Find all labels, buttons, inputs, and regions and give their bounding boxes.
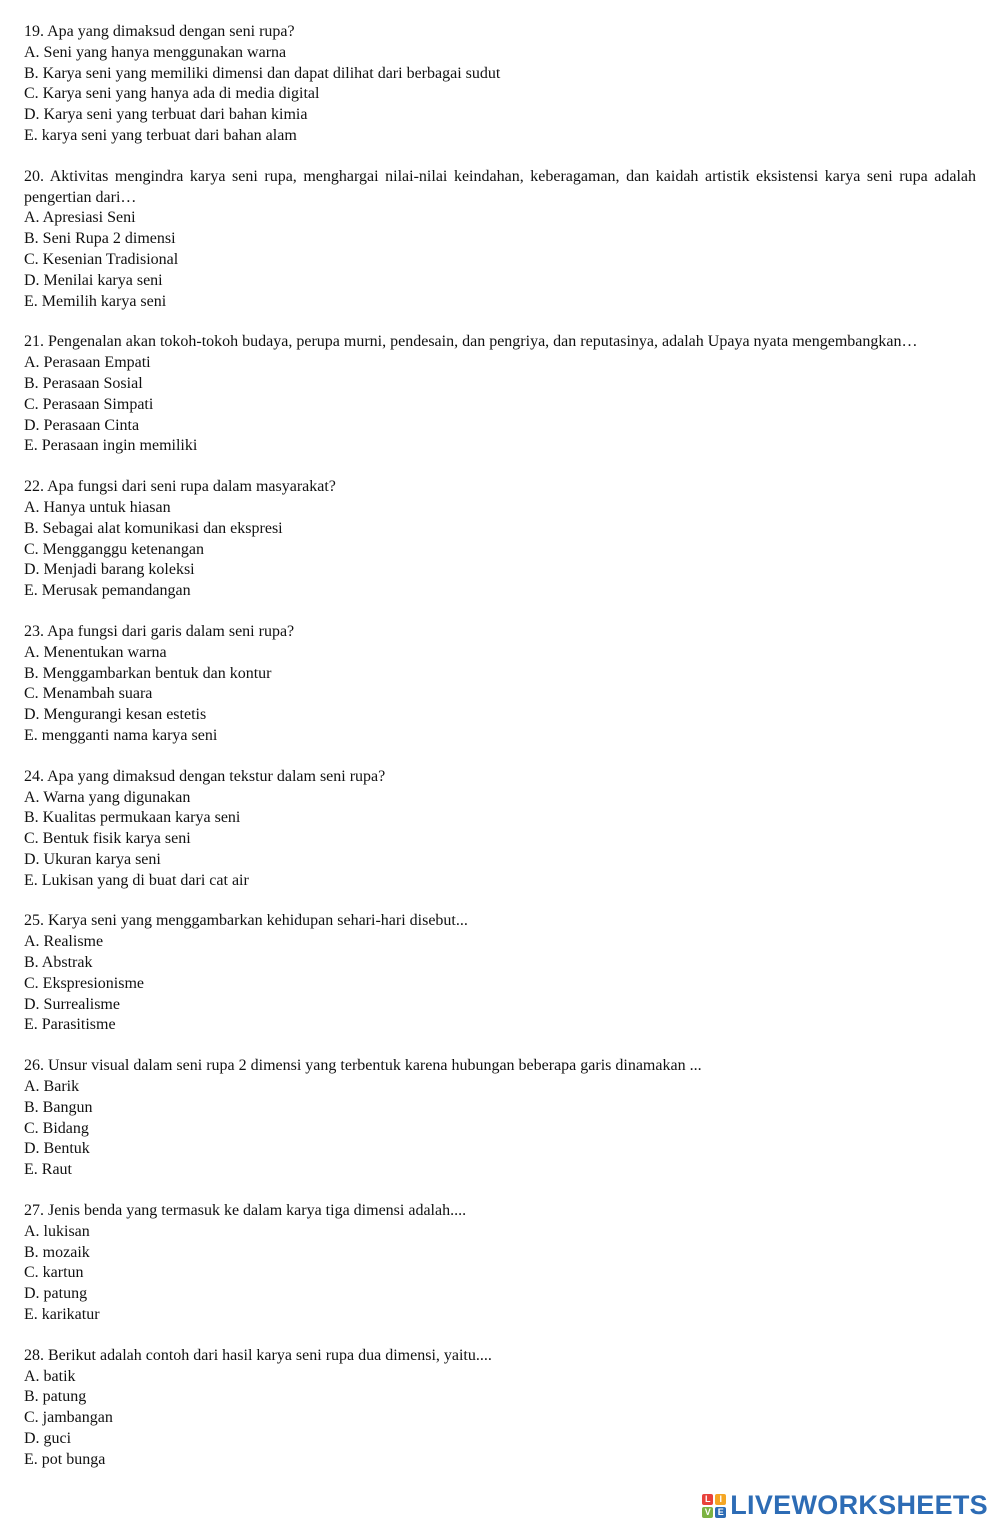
answer-option[interactable]: E. Merusak pemandangan <box>24 582 191 600</box>
answer-option[interactable]: E. Parasitisme <box>24 1016 116 1034</box>
answer-option[interactable]: A. batik <box>24 1367 76 1385</box>
answer-option[interactable]: D. Mengurangi kesan estetis <box>24 706 207 724</box>
answer-option[interactable]: D. Perasaan Cinta <box>24 416 140 434</box>
liveworksheets-logo-icon <box>702 1494 726 1518</box>
option-list <box>24 932 976 1036</box>
answer-option[interactable]: B. Karya seni yang memiliki dimensi dan dapat dilihat dari berbagai sudut <box>24 64 501 82</box>
option-list <box>24 498 976 602</box>
option-list <box>24 1077 976 1181</box>
option-list <box>24 643 976 747</box>
logo-cell: I <box>715 1494 726 1505</box>
answer-option[interactable]: E. Memilih karya seni <box>24 292 167 310</box>
answer-option[interactable]: D. Bentuk <box>24 1140 90 1158</box>
liveworksheets-watermark <box>702 1490 988 1521</box>
question-text: 26. Unsur visual dalam seni rupa 2 dimensi yang terbentuk karena hubungan beberapa garis dinamakan ... <box>24 1057 702 1075</box>
question-text: 24. Apa yang dimaksud dengan tekstur dalam seni rupa? <box>24 767 386 785</box>
answer-option[interactable]: C. Mengganggu ketenangan <box>24 540 204 558</box>
question-text: 20. Aktivitas mengindra karya seni rupa, menghargai nilai-nilai keindahan, keberagaman, dan kaidah artistik eksistensi karya seni rupa adalah pengertian dari… <box>24 167 976 206</box>
answer-option[interactable]: C. kartun <box>24 1264 84 1282</box>
answer-option[interactable]: D. Menilai karya seni <box>24 271 163 289</box>
answer-option[interactable]: E. karikatur <box>24 1306 100 1324</box>
option-list <box>24 43 976 147</box>
answer-option[interactable]: B. Sebagai alat komunikasi dan ekspresi <box>24 519 283 537</box>
answer-option[interactable]: C. Kesenian Tradisional <box>24 250 179 268</box>
answer-option[interactable]: A. Realisme <box>24 933 104 951</box>
question-block <box>24 1346 976 1471</box>
answer-option[interactable]: D. Menjadi barang koleksi <box>24 561 195 579</box>
question-text: 25. Karya seni yang menggambarkan kehidupan sehari-hari disebut... <box>24 912 468 930</box>
answer-option[interactable]: B. Abstrak <box>24 954 93 972</box>
question-text: 28. Berikut adalah contoh dari hasil karya seni rupa dua dimensi, yaitu.... <box>24 1346 492 1364</box>
answer-option[interactable]: B. Bangun <box>24 1098 93 1116</box>
answer-option[interactable]: D. Surrealisme <box>24 995 120 1013</box>
answer-option[interactable]: C. jambangan <box>24 1409 113 1427</box>
option-list <box>24 1222 976 1326</box>
answer-option[interactable]: D. Ukuran karya seni <box>24 850 161 868</box>
question-block <box>24 1056 976 1181</box>
answer-option[interactable]: E. mengganti nama karya seni <box>24 726 218 744</box>
answer-option[interactable]: C. Bentuk fisik karya seni <box>24 830 191 848</box>
question-text: 27. Jenis benda yang termasuk ke dalam karya tiga dimensi adalah.... <box>24 1202 467 1220</box>
logo-cell: E <box>715 1507 726 1518</box>
answer-option[interactable]: E. Raut <box>24 1161 72 1179</box>
option-list <box>24 208 976 312</box>
watermark-text: LIVEWORKSHEETS <box>730 1490 988 1520</box>
question-text: 23. Apa fungsi dari garis dalam seni rupa? <box>24 622 295 640</box>
worksheet-page <box>24 22 976 1491</box>
answer-option[interactable]: A. Hanya untuk hiasan <box>24 498 171 516</box>
answer-option[interactable]: A. Barik <box>24 1078 80 1096</box>
answer-option[interactable]: B. mozaik <box>24 1243 90 1261</box>
answer-option[interactable]: B. Perasaan Sosial <box>24 374 143 392</box>
answer-option[interactable]: A. Menentukan warna <box>24 643 167 661</box>
answer-option[interactable]: B. Menggambarkan bentuk dan kontur <box>24 664 272 682</box>
answer-option[interactable]: E. pot bunga <box>24 1450 106 1468</box>
answer-option[interactable]: A. Apresiasi Seni <box>24 209 136 227</box>
answer-option[interactable]: A. Perasaan Empati <box>24 354 151 372</box>
question-block <box>24 332 976 457</box>
answer-option[interactable]: A. Warna yang digunakan <box>24 788 191 806</box>
answer-option[interactable]: D. Karya seni yang terbuat dari bahan kimia <box>24 106 308 124</box>
question-block <box>24 167 976 313</box>
answer-option[interactable]: C. Menambah suara <box>24 685 153 703</box>
option-list <box>24 353 976 457</box>
answer-option[interactable]: C. Karya seni yang hanya ada di media digital <box>24 85 320 103</box>
question-block <box>24 911 976 1036</box>
option-list <box>24 1367 976 1471</box>
option-list <box>24 788 976 892</box>
question-block <box>24 1201 976 1326</box>
answer-option[interactable]: D. patung <box>24 1285 88 1303</box>
question-text: 19. Apa yang dimaksud dengan seni rupa? <box>24 23 295 40</box>
answer-option[interactable]: E. karya seni yang terbuat dari bahan alam <box>24 126 297 144</box>
answer-option[interactable]: A. lukisan <box>24 1222 90 1240</box>
answer-option[interactable]: E. Perasaan ingin memiliki <box>24 437 198 455</box>
answer-option[interactable]: B. Kualitas permukaan karya seni <box>24 809 241 827</box>
answer-option[interactable]: C. Bidang <box>24 1119 89 1137</box>
answer-option[interactable]: A. Seni yang hanya menggunakan warna <box>24 43 287 61</box>
answer-option[interactable]: E. Lukisan yang di buat dari cat air <box>24 871 249 889</box>
answer-option[interactable]: C. Perasaan Simpati <box>24 395 154 413</box>
answer-option[interactable]: B. Seni Rupa 2 dimensi <box>24 230 176 248</box>
logo-cell: V <box>702 1507 713 1518</box>
answer-option[interactable]: C. Ekspresionisme <box>24 974 144 992</box>
question-block <box>24 22 976 147</box>
question-text: 21. Pengenalan akan tokoh-tokoh budaya, perupa murni, pendesain, dan pengriya, dan reputasinya, adalah Upaya nyata mengembangkan… <box>24 333 918 351</box>
logo-cell: L <box>702 1494 713 1505</box>
question-block <box>24 767 976 892</box>
answer-option[interactable]: B. patung <box>24 1388 87 1406</box>
question-block <box>24 622 976 747</box>
answer-option[interactable]: D. guci <box>24 1430 72 1448</box>
question-block <box>24 477 976 602</box>
question-text: 22. Apa fungsi dari seni rupa dalam masyarakat? <box>24 478 336 496</box>
